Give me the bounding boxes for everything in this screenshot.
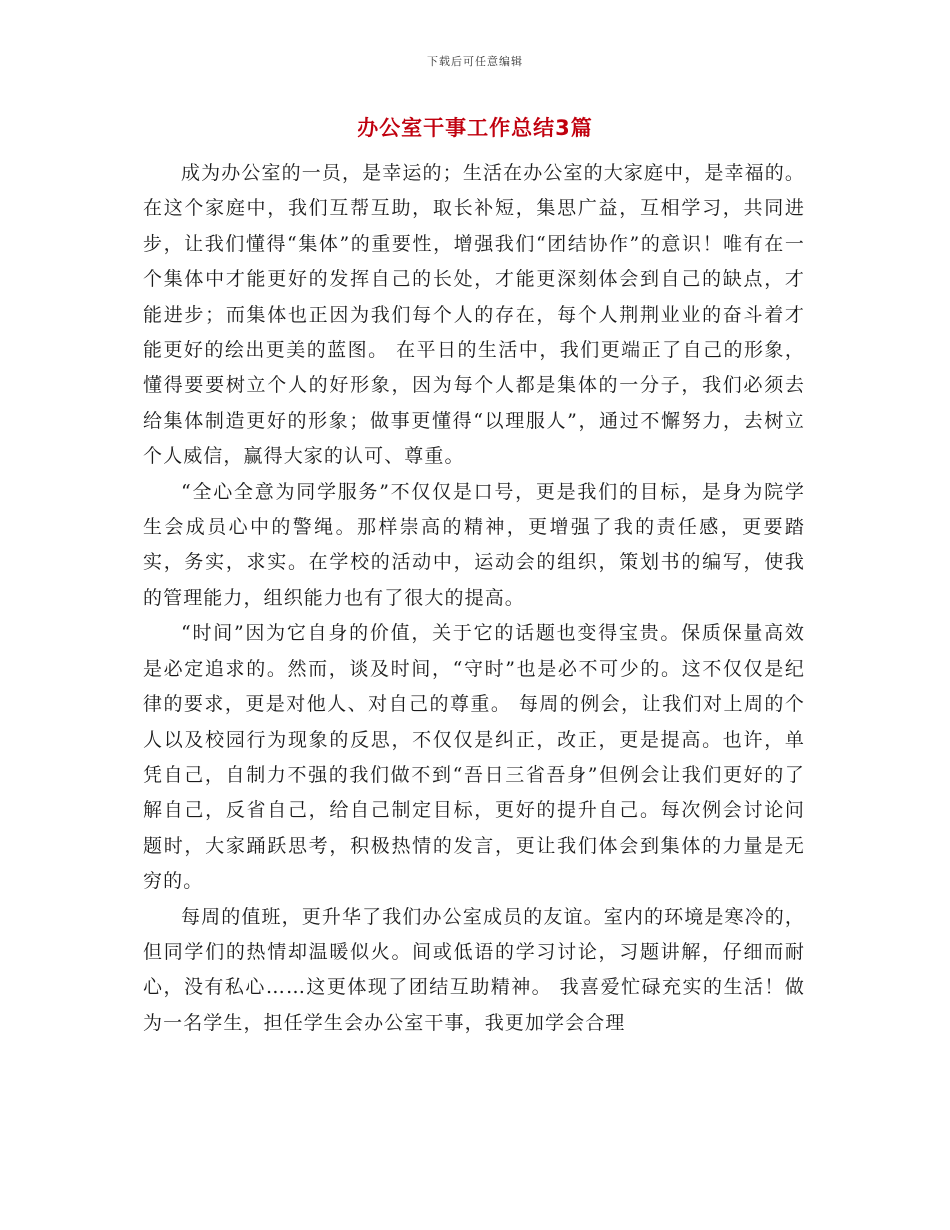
document-title: 办公室干事工作总结3篇 xyxy=(357,116,593,140)
paragraph-1: 成为办公室的一员，是幸运的；生活在办公室的大家庭中，是幸福的。在这个家庭中，我们互帮互助，取长补短，集思广益，互相学习，共同进步，让我们懂得“集体”的重要性，增强我们“团结协作”的意识！唯有在一个集体中才能更好的发挥自己的长处，才能更深刻体会到自己的缺点，才能进步；而集体也正因为我们每个人的存在，每个人荆荆业业的奋斗着才能更好的绘出更美的蓝图。 在平日的生活中，我们更端正了自己的形象，懂得要要树立个人的好形象，因为每个人都是集体的一分子，我们必须去给集体制造更好的形象；做事更懂得“以理服人”，通过不懈努力，去树立个人威信，赢得大家的认可、尊重。 xyxy=(143,162,805,468)
paragraph-3: “时间”因为它自身的价值，关于它的话题也变得宝贵。保质保量高效是必定追求的。然而，谈及时间，“守时”也是必不可少的。这不仅仅是纪律的要求，更是对他人、对自己的尊重。 每周的例会，让我们对上周的个人以及校园行为现象的反思，不仅仅是纠正，改正，更是提高。也许，单凭自己，自制力不强的我们做不到“吾日三省吾身”但例会让我们更好的了解自己，反省自己，给自己制定目标，更好的提升自己。每次例会讨论问题时，大家踊跃思考，积极热情的发言，更让我们体会到集体的力量是无穷的。 xyxy=(143,622,805,893)
paragraph-4: 每周的值班，更升华了我们办公室成员的友谊。室内的环境是寒冷的，但同学们的热情却温暖似火。间或低语的学习讨论，习题讲解，仔细而耐心，没有私心……这更体现了团结互助精神。 我喜爱忙碌充实的生活！做为一名学生，担任学生会办公室干事，我更加学会合理 xyxy=(143,905,805,1034)
paragraph-2: “全心全意为同学服务”不仅仅是口号，更是我们的目标，是身为院学生会成员心中的警绳。那样崇高的精神，更增强了我的责任感，更要踏实，务实，求实。在学校的活动中，运动会的组织，策划书的编写，使我的管理能力，组织能力也有了很大的提高。 xyxy=(143,480,805,609)
document-body xyxy=(143,156,805,1041)
header-note: 下载后可任意编辑 xyxy=(427,55,523,68)
